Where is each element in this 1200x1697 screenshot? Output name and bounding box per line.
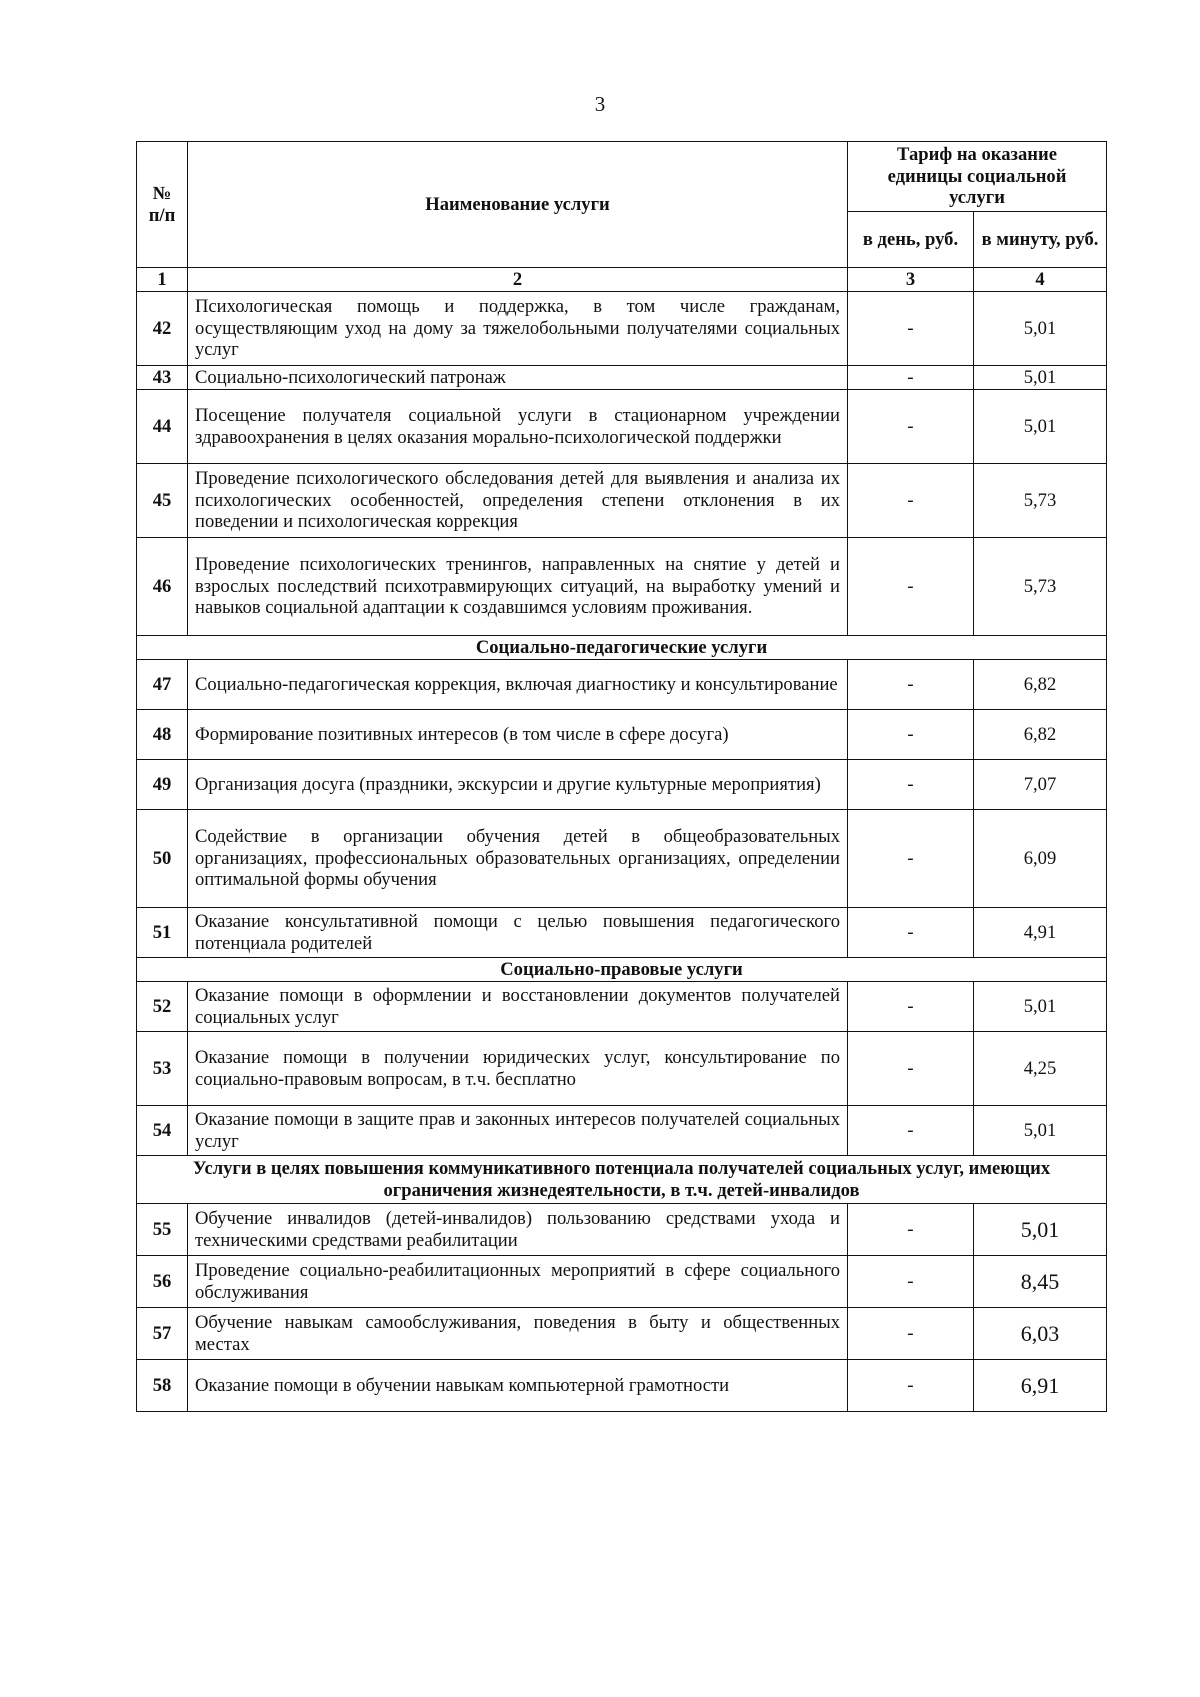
row-number: 57: [137, 1308, 188, 1360]
tariff-per-minute: 6,82: [974, 710, 1107, 760]
row-number: 42: [137, 292, 188, 366]
header-per-minute: в минуту, руб.: [974, 212, 1107, 268]
service-name: Оказание консультативной помощи с целью повышения педагогического потенциала родителей: [188, 908, 848, 958]
row-number: 51: [137, 908, 188, 958]
tariff-per-day: -: [848, 538, 974, 636]
tariff-per-minute: 4,25: [974, 1032, 1107, 1106]
service-name: Оказание помощи в защите прав и законных интересов получателей социальных услуг: [188, 1106, 848, 1156]
column-number: 1: [137, 268, 188, 292]
header-name: Наименование услуги: [188, 142, 848, 268]
tariff-per-day: -: [848, 1308, 974, 1360]
column-number: 3: [848, 268, 974, 292]
tariff-per-day: -: [848, 1204, 974, 1256]
row-number: 44: [137, 390, 188, 464]
tariff-per-day: -: [848, 710, 974, 760]
service-name: Социально-педагогическая коррекция, включая диагностику и консультирование: [188, 660, 848, 710]
tariff-per-day: -: [848, 390, 974, 464]
column-number: 4: [974, 268, 1107, 292]
table-row: [137, 710, 1107, 760]
tariff-per-day: -: [848, 1256, 974, 1308]
row-number: 53: [137, 1032, 188, 1106]
table-row: [137, 366, 1107, 390]
table-row: [137, 810, 1107, 908]
table-row: [137, 292, 1107, 366]
tariff-per-day: -: [848, 908, 974, 958]
service-name: Организация досуга (праздники, экскурсии и другие культурные мероприятия): [188, 760, 848, 810]
tariff-per-minute: 5,01: [974, 366, 1107, 390]
row-number: 56: [137, 1256, 188, 1308]
tariff-per-day: -: [848, 982, 974, 1032]
service-name: Обучение навыкам самообслуживания, поведения в быту и общественных местах: [188, 1308, 848, 1360]
tariff-per-minute: 6,09: [974, 810, 1107, 908]
tariff-per-day: -: [848, 464, 974, 538]
table-row: [137, 1360, 1107, 1412]
tariff-per-day: -: [848, 1360, 974, 1412]
table-row: [137, 390, 1107, 464]
row-number: 48: [137, 710, 188, 760]
table-row: [137, 1256, 1107, 1308]
tariff-per-minute: 8,45: [974, 1256, 1107, 1308]
row-number: 47: [137, 660, 188, 710]
service-name: Оказание помощи в получении юридических услуг, консультирование по социально-правовым вопросам, в т.ч. бесплатно: [188, 1032, 848, 1106]
tariff-per-minute: 5,01: [974, 390, 1107, 464]
table-row: [137, 982, 1107, 1032]
tariff-per-day: -: [848, 1032, 974, 1106]
row-number: 52: [137, 982, 188, 1032]
service-name: Обучение инвалидов (детей-инвалидов) пользованию средствами ухода и техническими средствами реабилитации: [188, 1204, 848, 1256]
tariff-per-day: -: [848, 366, 974, 390]
service-name: Психологическая помощь и поддержка, в том числе гражданам, осуществляющим уход на дому за тяжелобольными получателями социальных услуг: [188, 292, 848, 366]
header-per-day: в день, руб.: [848, 212, 974, 268]
tariff-per-minute: 6,03: [974, 1308, 1107, 1360]
service-name: Социально-психологический патронаж: [188, 366, 848, 390]
table-row: [137, 1032, 1107, 1106]
table-row: [137, 538, 1107, 636]
service-name: Содействие в организации обучения детей в общеобразовательных организациях, профессиональных образовательных организациях, определении оптимальной формы обучения: [188, 810, 848, 908]
service-name: Оказание помощи в оформлении и восстановлении документов получателей социальных услуг: [188, 982, 848, 1032]
tariff-table-body: [137, 292, 1107, 1412]
tariff-per-minute: 6,82: [974, 660, 1107, 710]
section-row: [137, 1156, 1107, 1204]
section-title: Социально-правовые услуги: [137, 958, 1107, 982]
table-row: [137, 660, 1107, 710]
tariff-per-day: -: [848, 292, 974, 366]
tariff-per-minute: 4,91: [974, 908, 1107, 958]
header-tariff: Тариф на оказание единицы социальной услуги: [848, 142, 1107, 212]
service-name: Оказание помощи в обучении навыкам компьютерной грамотности: [188, 1360, 848, 1412]
service-name: Проведение социально-реабилитационных мероприятий в сфере социального обслуживания: [188, 1256, 848, 1308]
table-row: [137, 464, 1107, 538]
service-name: Формирование позитивных интересов (в том числе в сфере досуга): [188, 710, 848, 760]
section-row: [137, 958, 1107, 982]
tariff-per-minute: 5,01: [974, 1204, 1107, 1256]
service-name: Посещение получателя социальной услуги в стационарном учреждении здравоохранения в целях оказания морально-психологической поддержки: [188, 390, 848, 464]
page-number: 3: [594, 92, 606, 116]
tariff-per-minute: 5,73: [974, 538, 1107, 636]
table-row: [137, 908, 1107, 958]
table-row: [137, 1204, 1107, 1256]
tariff-per-minute: 5,01: [974, 1106, 1107, 1156]
table-row: [137, 1106, 1107, 1156]
section-title: Социально-педагогические услуги: [137, 636, 1107, 660]
tariff-per-day: -: [848, 810, 974, 908]
tariff-per-day: -: [848, 760, 974, 810]
service-name: Проведение психологических тренингов, направленных на снятие у детей и взрослых последствий психотравмирующих ситуаций, на выработку умений и навыков социальной адаптации к создавшимся условиям проживания.: [188, 538, 848, 636]
row-number: 55: [137, 1204, 188, 1256]
row-number: 43: [137, 366, 188, 390]
row-number: 58: [137, 1360, 188, 1412]
tariff-table: [136, 141, 1107, 1412]
tariff-per-minute: 5,01: [974, 982, 1107, 1032]
tariff-per-minute: 5,01: [974, 292, 1107, 366]
row-number: 50: [137, 810, 188, 908]
table-row: [137, 1308, 1107, 1360]
tariff-per-day: -: [848, 1106, 974, 1156]
tariff-per-day: -: [848, 660, 974, 710]
tariff-per-minute: 7,07: [974, 760, 1107, 810]
row-number: 49: [137, 760, 188, 810]
row-number: 46: [137, 538, 188, 636]
header-num: № п/п: [137, 142, 188, 268]
tariff-per-minute: 5,73: [974, 464, 1107, 538]
section-title: Услуги в целях повышения коммуникативного потенциала получателей социальных услуг, имеющих ограничения жизнедеятельности, в т.ч. детей-инвалидов: [137, 1156, 1107, 1204]
tariff-per-minute: 6,91: [974, 1360, 1107, 1412]
service-name: Проведение психологического обследования детей для выявления и анализа их психологических особенностей, определения степени отклонения в их поведении и психологическая коррекция: [188, 464, 848, 538]
row-number: 54: [137, 1106, 188, 1156]
table-row: [137, 760, 1107, 810]
section-row: [137, 636, 1107, 660]
column-number: 2: [188, 268, 848, 292]
row-number: 45: [137, 464, 188, 538]
